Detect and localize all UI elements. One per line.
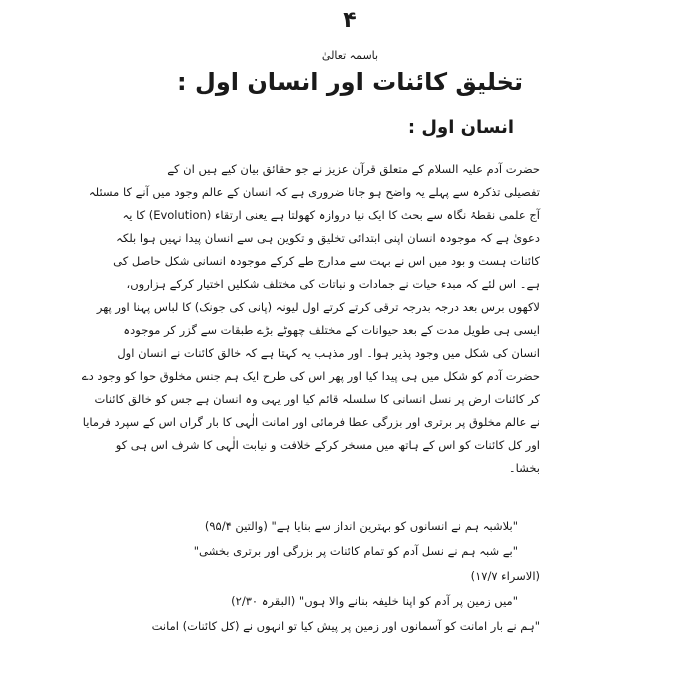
body-paragraph — [81, 158, 540, 480]
paragraph-line: انسان کی شکل میں وجود پذیر ہوا۔ اور مذہب یہ کہتا ہے کہ خالق کائنات نے انسان اول — [117, 346, 540, 360]
paragraph-line: حضرت آدم کو شکل میں ہی پیدا کیا اور پھر اس کی طرح ایک ہم جنس مخلوق حوا کو وجود دے — [81, 369, 540, 383]
paragraph-line: اور کل کائنات کو اس کے ہاتھ میں مسخر کرکے خلافت و نیابت الٰہی کا شرف اس ہی کو — [115, 438, 540, 452]
paragraph-line: تفصیلی تذکرہ سے پہلے یہ واضح ہو جانا ضروری ہے کہ انسان کے عالم وجود میں آنے کا مسئلہ — [88, 185, 540, 199]
paragraph-line: ایسی ہی طویل مدت کے بعد حیوانات کے مختلف چھوٹے بڑے طبقات سے گزر کر موجودہ — [123, 323, 540, 337]
quote-line: "میں زمین پر آدم کو اپنا خلیفہ بنانے والا ہوں" (البقرہ ۲/۳۰) — [231, 594, 518, 608]
quranic-quotes — [151, 514, 540, 639]
paragraph-line: کر کائنات ارض پر نسل انسانی کا سلسلہ قائم کیا اور یہی وہ انسان ہے جس کو خالق کائنات — [94, 392, 540, 406]
quote-reference: (الاسراء ۱۷/۷) — [470, 569, 540, 583]
quote-line: "بے شبہ ہم نے نسل آدم کو تمام کائنات پر بزرگی اور برتری بخشی" — [193, 544, 518, 558]
chapter-title: تخلیق کائنات اور انسان اول : — [177, 68, 523, 96]
paragraph-line: بخشا۔ — [508, 461, 540, 475]
section-heading: انسان اول : — [407, 117, 514, 138]
paragraph-line: دعویٰ ہے کہ موجودہ انسان اپنی ابتدائی تخلیق و تکوین ہی سے انسان پیدا نہیں ہوا بلکہ — [116, 231, 540, 245]
bismihi-inscription: باسمہ تعالیٰ — [321, 49, 379, 62]
paragraph-line: حضرت آدم علیہ السلام کے متعلق قرآن عزیز نے جو حقائق بیان کیے ہیں ان کے — [167, 162, 540, 176]
paragraph-line: نے عالم مخلوق پر برتری اور بزرگی عطا فرمائی اور امانت الٰہی کا بار گراں اس کے سپرد فرمایا — [82, 415, 540, 429]
paragraph-line: کائنات ہست و بود میں اس نے بہت سے مدارج طے کرکے موجودہ انسانی شکل حاصل کی — [113, 254, 540, 268]
paragraph-line: آج علمی نقطۂ نگاہ سے بحث کا ایک نیا دروازہ کھولتا ہے یعنی ارتقاء (Evolution) کا یہ — [122, 208, 540, 222]
paragraph-line: لاکھوں برس بعد درجہ بدرجہ ترقی کرتے کرتے اول لیونہ (پانی کی جونک) کا لباس پہنا اور پھر — [96, 300, 540, 314]
quote-line: "ہم نے بار امانت کو آسمانوں اور زمین پر پیش کیا تو انہوں نے (کل کائنات) امانت — [151, 619, 540, 633]
quote-line: "بلاشبہ ہم نے انسانوں کو بہترین انداز سے بنایا ہے" (والتین ۹۵/۴) — [204, 519, 518, 533]
paragraph-line: ہے۔ اس لئے کہ مبدء حیات نے جمادات و نباتات کی مختلف شکلیں اختیار کرکے ہزاروں، — [126, 277, 540, 291]
page-number: ۴ — [343, 8, 357, 33]
